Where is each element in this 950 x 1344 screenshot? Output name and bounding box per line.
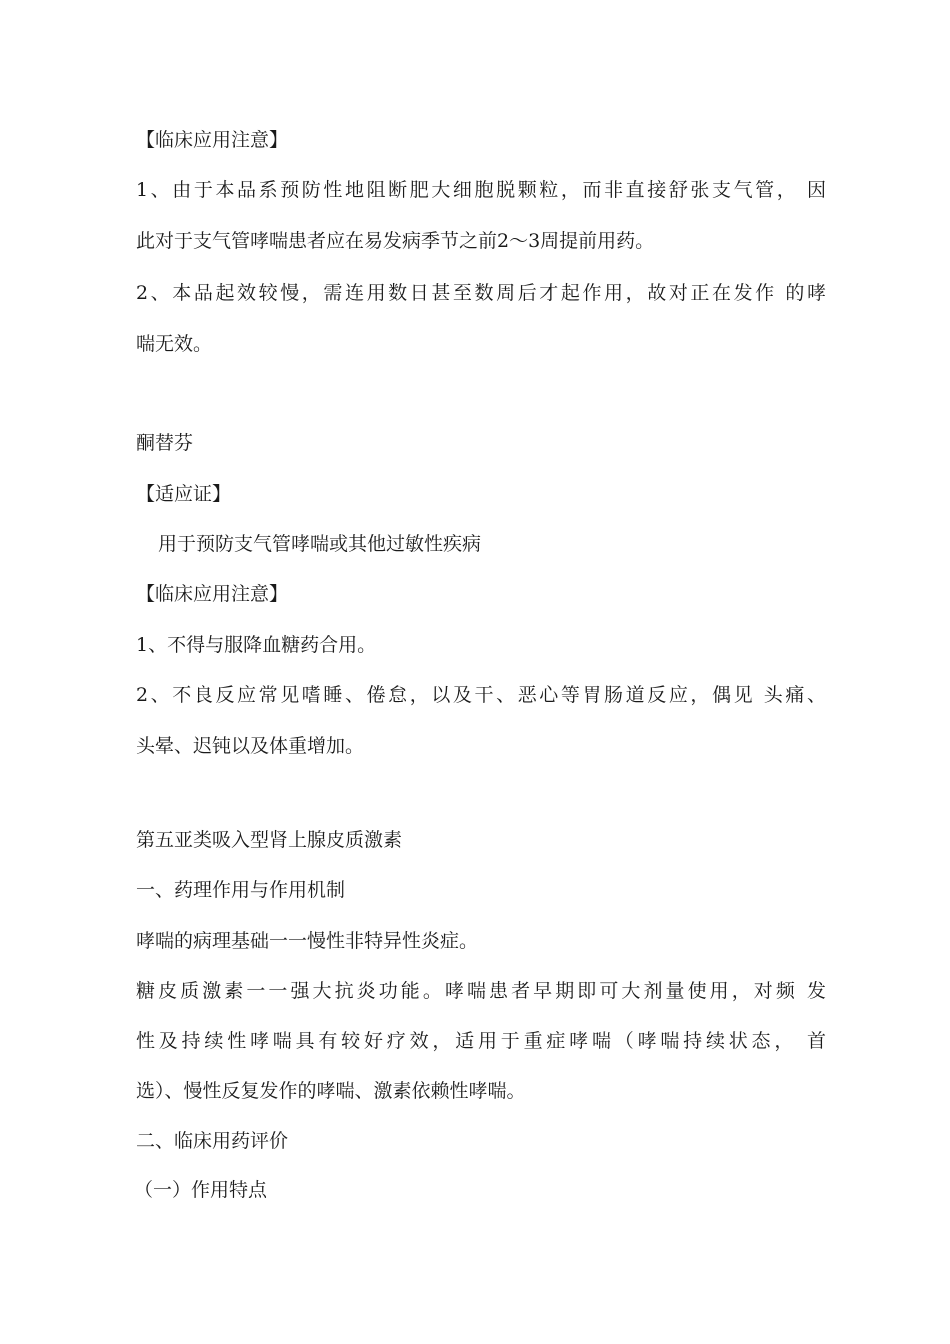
paragraph-line: 喘无效。 <box>136 333 213 355</box>
paragraph-line: 2、不良反应常见嗜睡、倦怠，以及干、恶心等胃肠道反应，偶见 头痛、 <box>136 684 826 706</box>
paragraph-line: 选）、慢性反复发作的哮喘、激素依赖性哮喘。 <box>136 1080 526 1102</box>
paragraph-line: 糖皮质激素一一强大抗炎功能。哮喘患者早期即可大剂量使用，对频 发 <box>136 980 826 1002</box>
paragraph-line: 哮喘的病理基础一一慢性非特异性炎症。 <box>136 930 479 952</box>
section-heading-clinical-notes: 【临床应用注意】 <box>136 129 289 151</box>
subsection-heading: （一）作用特点 <box>134 1179 268 1201</box>
paragraph-line: 用于预防支气管哮喘或其他过敏性疾病 <box>158 533 482 555</box>
paragraph-line: 2、本品起效较慢，需连用数日甚至数周后才起作用，故对正在发作 的哮 <box>136 282 826 304</box>
paragraph-line: 1、不得与服降血糖药合用。 <box>136 634 377 656</box>
paragraph-line: 1、由于本品系预防性地阻断肥大细胞脱颗粒，而非直接舒张支气管， 因 <box>136 179 826 201</box>
drug-name-heading: 酮替芬 <box>136 432 194 454</box>
paragraph-line: 此对于支气管哮喘患者应在易发病季节之前2〜3周提前用药。 <box>136 230 655 252</box>
section-heading-indications: 【适应证】 <box>136 483 232 505</box>
section-heading-evaluation: 二、临床用药评价 <box>136 1130 289 1152</box>
section-heading-clinical-notes: 【临床应用注意】 <box>136 583 289 605</box>
subclass-heading: 第五亚类吸入型肾上腺皮质激素 <box>136 829 403 851</box>
paragraph-line: 性及持续性哮喘具有较好疗效，适用于重症哮喘（哮喘持续状态， 首 <box>136 1030 826 1052</box>
paragraph-line: 头晕、迟钝以及体重增加。 <box>136 735 365 757</box>
section-heading-pharmacology: 一、药理作用与作用机制 <box>136 879 346 901</box>
